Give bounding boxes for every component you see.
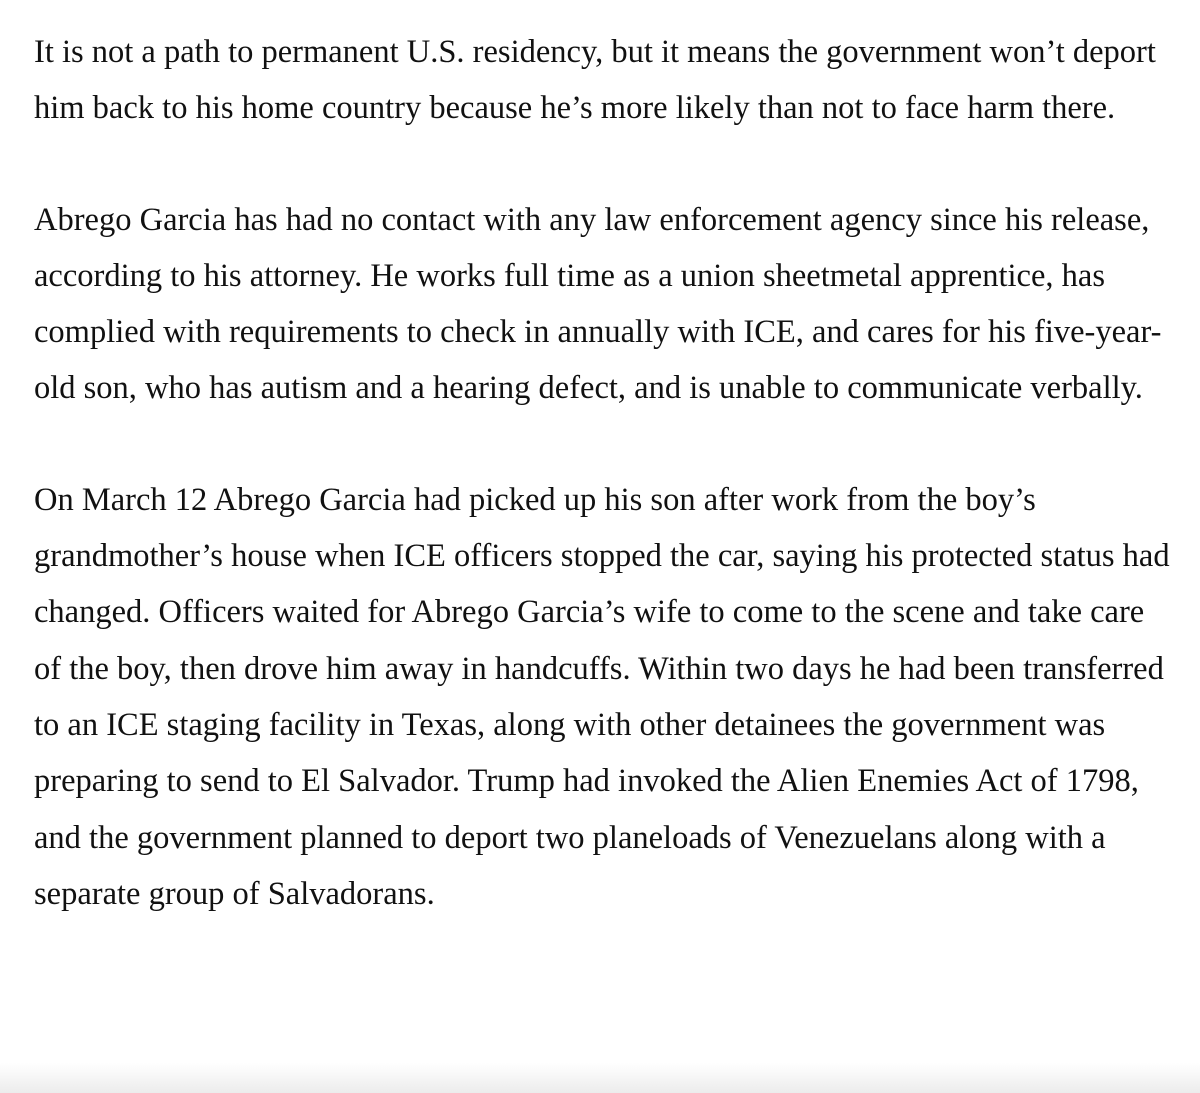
article-body: [34, 24, 1176, 922]
paragraph-2: Abrego Garcia has had no contact with any law enforcement agency since his release, according to his attorney. He works full time as a union sheetmetal apprentice, has complied with requirements to check in annually with ICE, and cares for his five-year-old son, who has autism and a hearing defect, and is unable to communicate verbally.: [34, 201, 1162, 407]
paragraph-3: On March 12 Abrego Garcia had picked up his son after work from the boy’s grandmother’s house when ICE officers stopped the car, saying his protected status had changed. Officers waited for Abrego Garcia’s wife to come to the scene and take care of the boy, then drove him away in handcuffs. Within two days he had been transferred to an ICE staging facility in Texas, along with other detainees the government was preparing to send to El Salvador. Trump had invoked the Alien Enemies Act of 1798, and the government planned to deport two planeloads of Venezuelans along with a separate group of Salvadorans.: [34, 481, 1170, 912]
paragraph-1: It is not a path to permanent U.S. residency, but it means the government won’t deport him back to his home country because he’s more likely than not to face harm there.: [34, 34, 1156, 127]
bottom-scroll-shadow: [0, 1063, 1200, 1093]
